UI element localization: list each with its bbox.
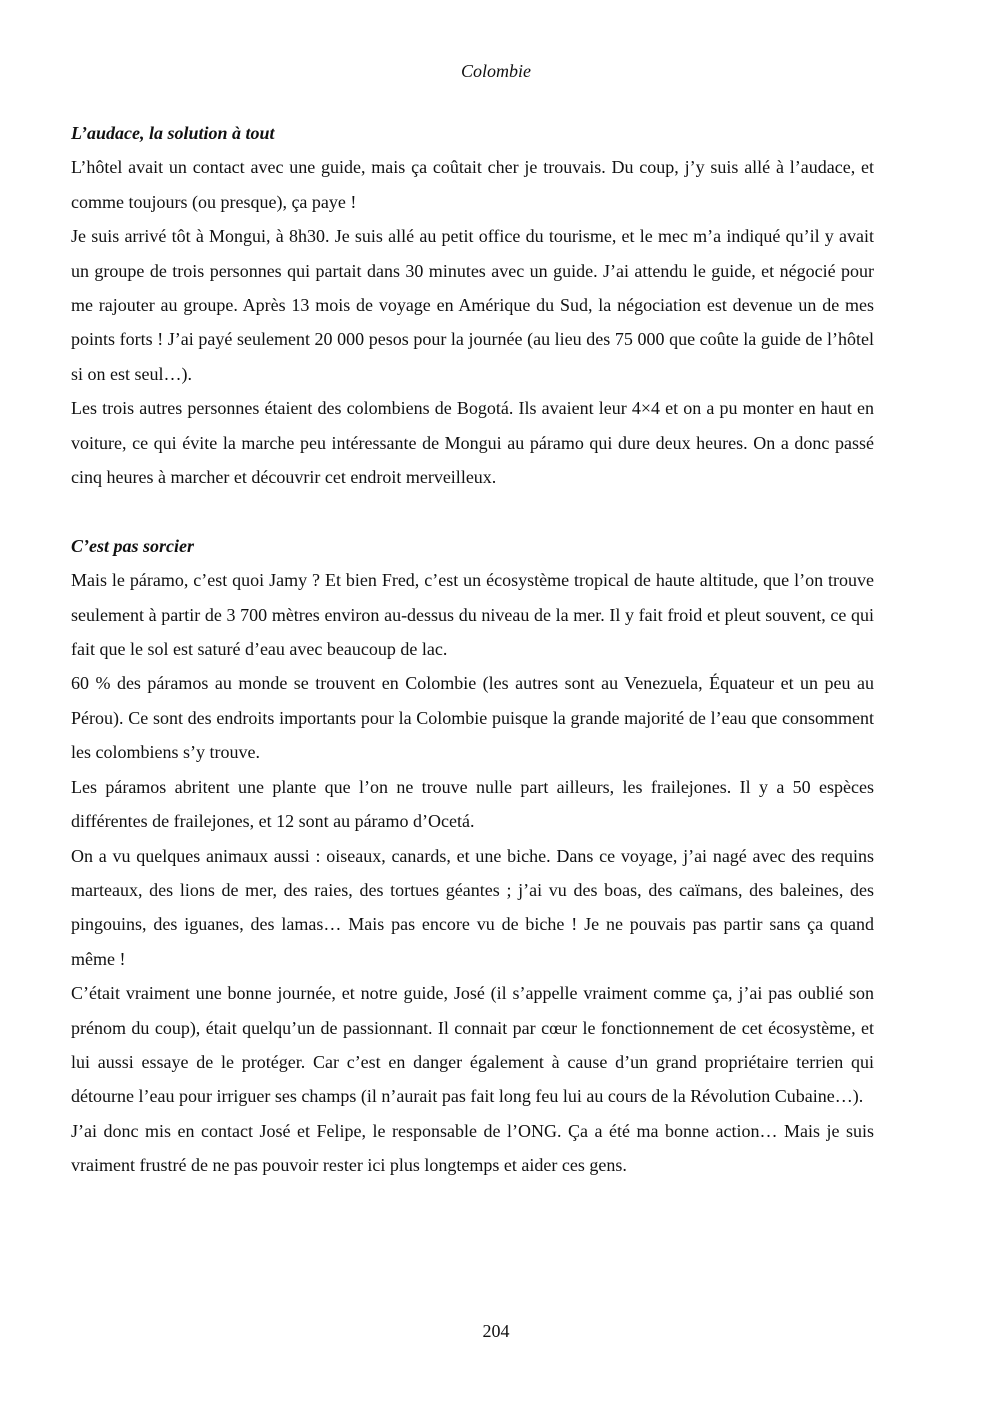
section-pas-sorcier bbox=[71, 529, 874, 1183]
paragraph: Je suis arrivé tôt à Mongui, à 8h30. Je suis allé au petit office du tourisme, et le mec m’a indiqué qu’il y avait un groupe de trois personnes qui partait dans 30 minutes avec un guide. J’ai attendu le guide, et négocié pour me rajouter au groupe. Après 13 mois de voyage en Amérique du Sud, la négociation est devenue un de mes points forts ! J’ai payé seulement 20 000 pesos pour la journée (au lieu des 75 000 que coûte la guide de l’hôtel si on est seul…). bbox=[71, 226, 874, 384]
paragraph: J’ai donc mis en contact José et Felipe, le responsable de l’ONG. Ça a été ma bonne action… Mais je suis vraiment frustré de ne pas pouvoir rester ici plus longtemps et aider ces gens. bbox=[71, 1120, 874, 1176]
paragraph: Mais le páramo, c’est quoi Jamy ? Et bien Fred, c’est un écosystème tropical de haute altitude, que l’on trouve seulement à partir de 3 700 mètres environ au-dessus du niveau de la mer. Il y fait froid et pleut souvent, ce qui fait que le sol est saturé d’eau avec beaucoup de lac. bbox=[71, 570, 874, 660]
page-body bbox=[71, 116, 874, 1183]
section-spacer bbox=[71, 494, 874, 528]
paragraph: Les trois autres personnes étaient des colombiens de Bogotá. Ils avaient leur 4×4 et on a pu monter en haut en voiture, ce qui évite la marche peu intéressante de Mongui au páramo qui dure deux heures. On a donc passé cinq heures à marcher et découvrir cet endroit merveilleux. bbox=[71, 398, 874, 488]
paragraph: Les páramos abritent une plante que l’on ne trouve nulle part ailleurs, les frailejones. Il y a 50 espèces différentes de frailejones, et 12 sont au páramo d’Ocetá. bbox=[71, 776, 874, 832]
paragraph: On a vu quelques animaux aussi : oiseaux, canards, et une biche. Dans ce voyage, j’ai nagé avec des requins marteaux, des lions de mer, des raies, des tortues géantes ; j’ai vu des boas, des caïmans, des baleines, des pingouins, des iguanes, des lamas… Mais pas encore vu de biche ! Je ne pouvais pas partir sans ça quand même ! bbox=[71, 845, 874, 969]
section-heading: L’audace, la solution à tout bbox=[71, 123, 275, 143]
running-header: Colombie bbox=[461, 61, 531, 81]
section-heading: C’est pas sorcier bbox=[71, 535, 194, 556]
section-audace bbox=[71, 116, 874, 494]
paragraph: 60 % des páramos au monde se trouvent en Colombie (les autres sont au Venezuela, Équateur et un peu au Pérou). Ce sont des endroits importants pour la Colombie puisque la grande majorité de l’eau que consomment les colombiens s’y trouve. bbox=[71, 673, 874, 763]
paragraph: L’hôtel avait un contact avec une guide, mais ça coûtait cher je trouvais. Du coup, j’y suis allé à l’audace, et comme toujours (ou presque), ça paye ! bbox=[71, 157, 874, 212]
page-number: 204 bbox=[482, 1321, 510, 1341]
paragraph: C’était vraiment une bonne journée, et notre guide, José (il s’appelle vraiment comme ça, j’ai pas oublié son prénom du coup), était quelqu’un de passionnant. Il connait par cœur le fonctionnement de cet écosystème, et lui aussi essaye de le protéger. Car c’est en danger également à cause d’un grand propriétaire terrien qui détourne l’eau pour irriguer ses champs (il n’aurait pas fait long feu lui au cours de la Révolution Cubaine…). bbox=[71, 983, 874, 1107]
